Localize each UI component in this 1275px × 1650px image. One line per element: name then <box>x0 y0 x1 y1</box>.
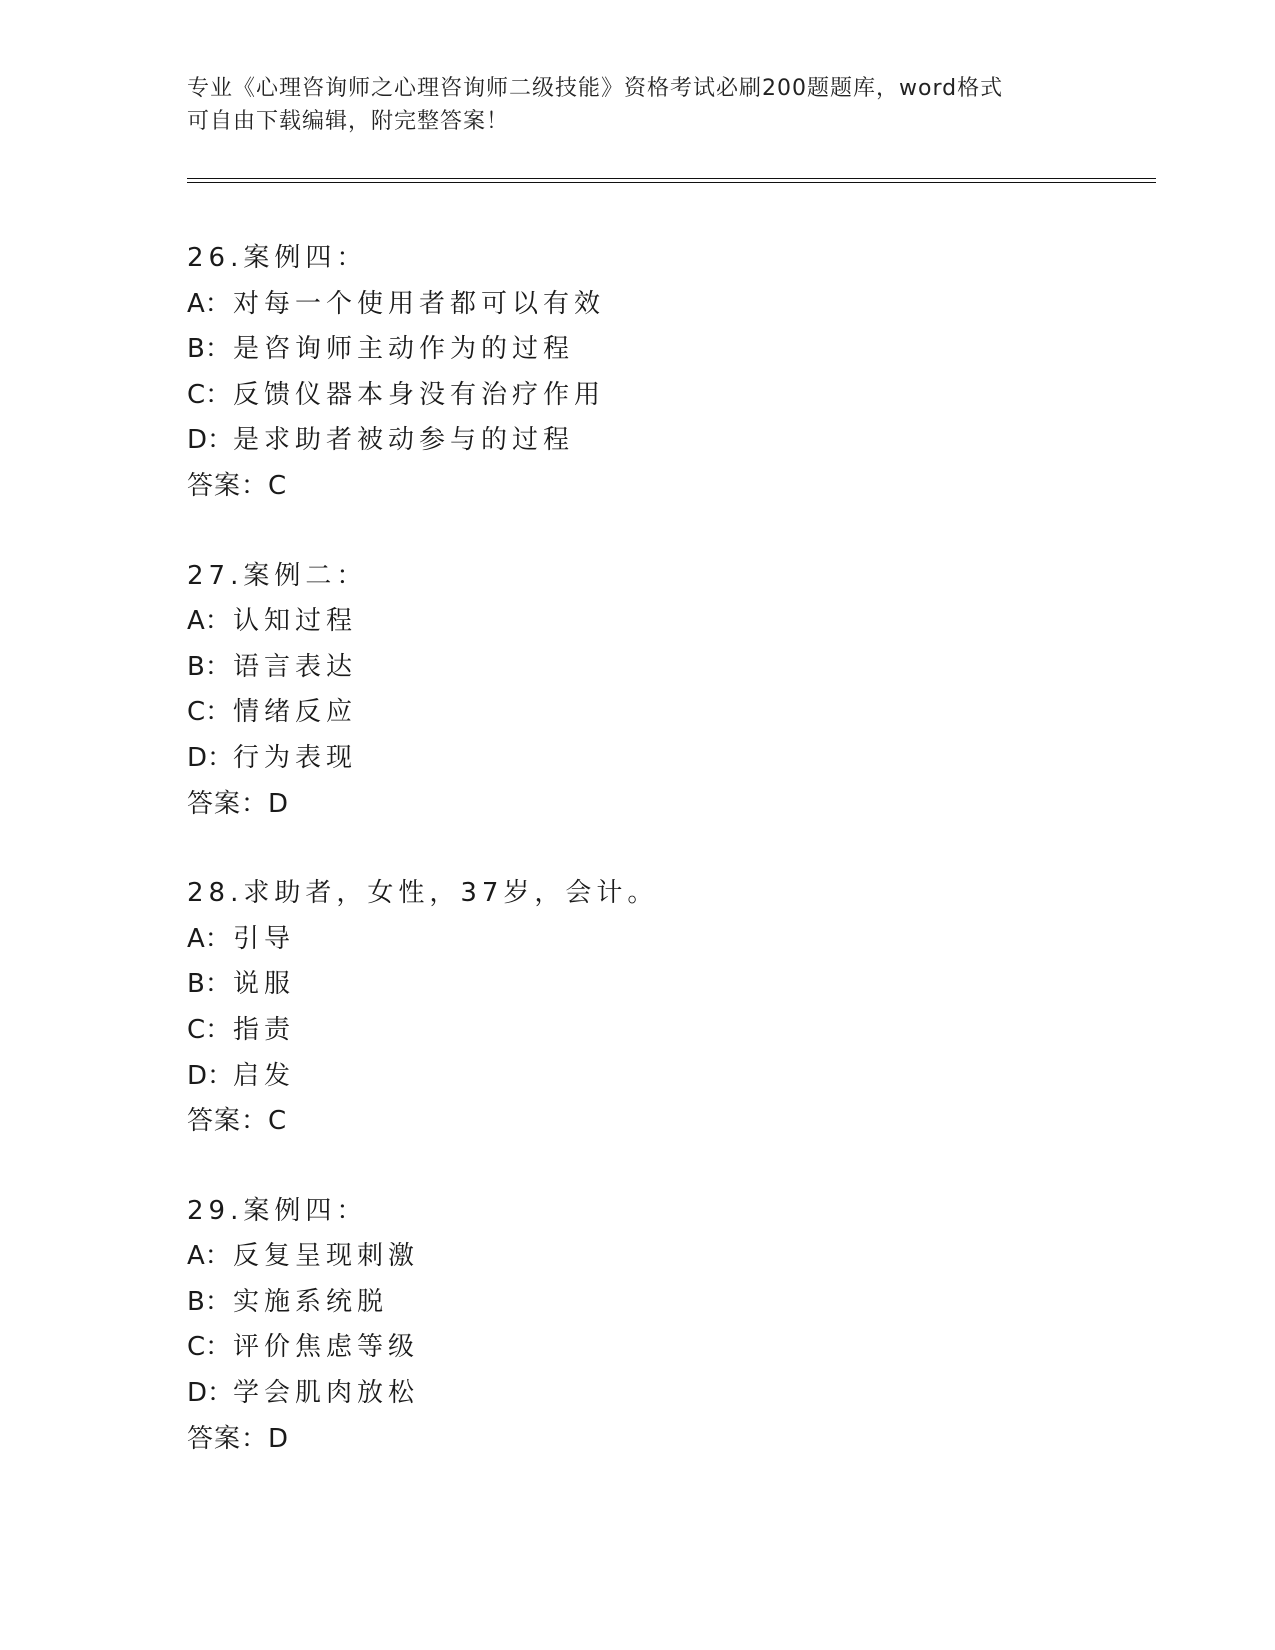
option-key: D： <box>187 1060 234 1091</box>
option-text: 说服 <box>233 969 296 1000</box>
option-key: A： <box>187 606 231 637</box>
option-text: 引导 <box>233 923 296 954</box>
option-text: 指责 <box>233 1014 296 1045</box>
option-text: 评价焦虑等级 <box>233 1332 420 1363</box>
option-d <box>187 418 1087 464</box>
option-c <box>187 1325 1087 1371</box>
header-line-1: 专业《心理咨询师之心理咨询师二级技能》资格考试必刷200题题库，word格式 <box>187 76 1004 101</box>
option-text: 对每一个使用者都可以有效 <box>233 288 606 319</box>
option-a <box>187 599 1087 645</box>
option-a <box>187 282 1087 328</box>
question-stem: 28.求助者，女性，37岁，会计。 <box>187 878 659 909</box>
option-text: 学会肌肉放松 <box>233 1378 420 1409</box>
question-list <box>187 236 1087 1506</box>
option-key: C： <box>187 697 232 728</box>
document-header <box>187 72 1087 138</box>
option-d <box>187 1371 1087 1417</box>
option-c <box>187 690 1087 736</box>
question-29 <box>187 1189 1087 1463</box>
question-stem: 29.案例四： <box>187 1195 368 1226</box>
question-26 <box>187 236 1087 510</box>
option-key: B： <box>187 1286 231 1317</box>
option-text: 情绪反应 <box>233 697 358 728</box>
option-key: A： <box>187 288 231 319</box>
option-key: C： <box>187 379 232 410</box>
option-b <box>187 1280 1087 1326</box>
option-text: 实施系统脱 <box>233 1286 389 1317</box>
option-text: 是咨询师主动作为的过程 <box>233 334 575 365</box>
option-key: B： <box>187 651 231 682</box>
option-b <box>187 327 1087 373</box>
option-key: D： <box>187 1378 234 1409</box>
answer-line: 答案：C <box>187 470 288 501</box>
question-stem: 27.案例二： <box>187 560 368 591</box>
option-b <box>187 645 1087 691</box>
question-27 <box>187 554 1087 828</box>
option-key: A： <box>187 923 231 954</box>
option-key: D： <box>187 742 234 773</box>
option-text: 认知过程 <box>233 606 358 637</box>
option-key: A： <box>187 1241 231 1272</box>
answer-line: 答案：D <box>187 788 290 819</box>
option-c <box>187 373 1087 419</box>
option-key: B： <box>187 969 231 1000</box>
option-text: 反复呈现刺激 <box>233 1241 420 1272</box>
option-key: C： <box>187 1014 232 1045</box>
option-text: 启发 <box>233 1060 296 1091</box>
option-b <box>187 962 1087 1008</box>
option-key: D： <box>187 425 234 456</box>
answer-line: 答案：D <box>187 1423 290 1454</box>
option-c <box>187 1008 1087 1054</box>
answer-line: 答案：C <box>187 1106 288 1137</box>
option-a <box>187 917 1087 963</box>
question-28 <box>187 871 1087 1145</box>
option-key: C： <box>187 1332 232 1363</box>
question-stem: 26.案例四： <box>187 243 368 273</box>
option-text: 是求助者被动参与的过程 <box>233 425 575 456</box>
option-text: 行为表现 <box>233 742 358 773</box>
option-text: 反馈仪器本身没有治疗作用 <box>233 379 606 410</box>
option-text: 语言表达 <box>233 651 358 682</box>
option-d <box>187 1054 1087 1100</box>
option-key: B： <box>187 334 231 365</box>
option-d <box>187 736 1087 782</box>
header-divider <box>187 178 1156 183</box>
option-a <box>187 1234 1087 1280</box>
header-line-2: 可自由下载编辑，附完整答案！ <box>187 109 510 134</box>
